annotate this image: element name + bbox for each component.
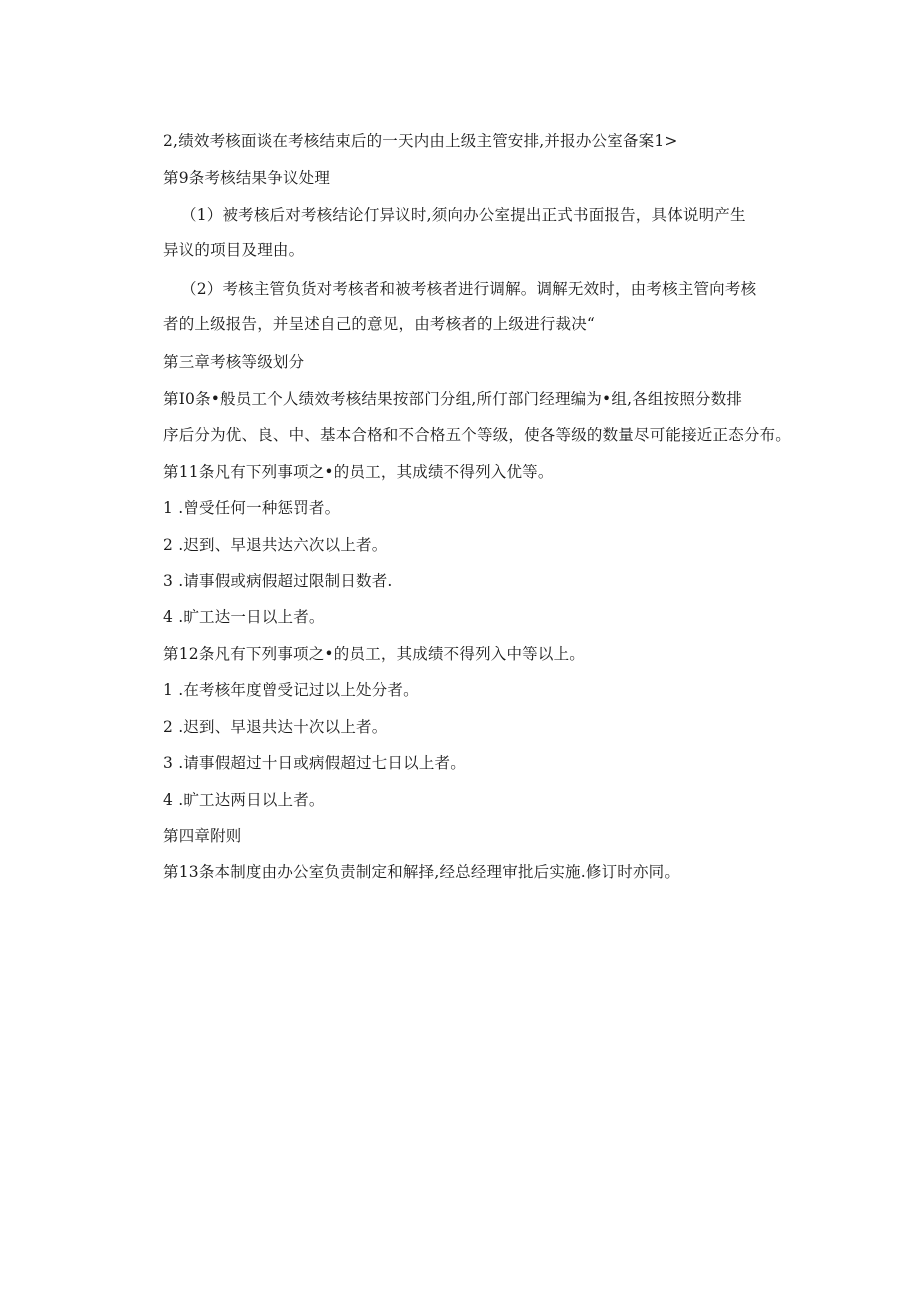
article-9-item-2-line-1: （2）考核主管负货对考核者和被考核者进行调解。调解无效时，由考核主管向考核: [181, 280, 757, 298]
article-11-item-1: 1 .曾受任何一种惩罚者。: [163, 499, 341, 517]
article-9-item-1-line-1: （1）被考核后对考核结论仃异议时,须向办公室提出正式书面报告，具体说明产生: [181, 206, 746, 224]
article-13-text: 第13条本制度由办公室负责制定和解择,经总经理审批后实施.修订时亦同。: [163, 863, 681, 881]
article-12-heading: 第12条凡有下列事项之•的员工，其成绩不得列入中等以上。: [163, 645, 585, 663]
article-9-item-2-line-2: 者的上级报告，并呈述自己的意见，由考核者的上级进行裁决“: [163, 315, 596, 333]
article-11-item-2: 2 .迟到、早退共达六次以上者。: [163, 536, 388, 554]
article-11-item-3: 3 .请事假或病假超过限制日数者.: [163, 572, 393, 590]
article-12-item-4: 4 .旷工达两日以上者。: [163, 791, 325, 809]
article-9-heading: 第9条考核结果争议处理: [163, 169, 331, 187]
chapter-3-heading: 第三章考核等级划分: [163, 353, 305, 371]
article-11-heading: 第11条凡有下列事项之•的员工，其成绩不得列入优等。: [163, 463, 554, 481]
article-12-item-3: 3 .请事假超过十日或病假超过七日以上者。: [163, 754, 466, 772]
article-11-item-4: 4 .旷工达一日以上者。: [163, 608, 325, 626]
article-10-line-2: 序后分为优、良、中、基本合格和不合格五个等级，使各等级的数量尽可能接近正态分布。: [163, 426, 792, 444]
chapter-4-heading: 第四章附则: [163, 827, 242, 845]
article-12-item-1: 1 .在考核年度曾受记过以上处分者。: [163, 681, 419, 699]
article-12-item-2: 2 .迟到、早退共达十次以上者。: [163, 718, 388, 736]
paragraph-interview-arrangement: 2,绩效考核面谈在考核结束后的一天内由上级主管安排,并报办公室备案1>: [163, 132, 678, 150]
article-9-item-1-line-2: 异议的项目及理由。: [163, 241, 305, 259]
article-10-line-1: 第I0条•般员工个人绩效考核结果按部门分组,所仃部门经理编为•组,各组按照分数排: [163, 390, 743, 408]
